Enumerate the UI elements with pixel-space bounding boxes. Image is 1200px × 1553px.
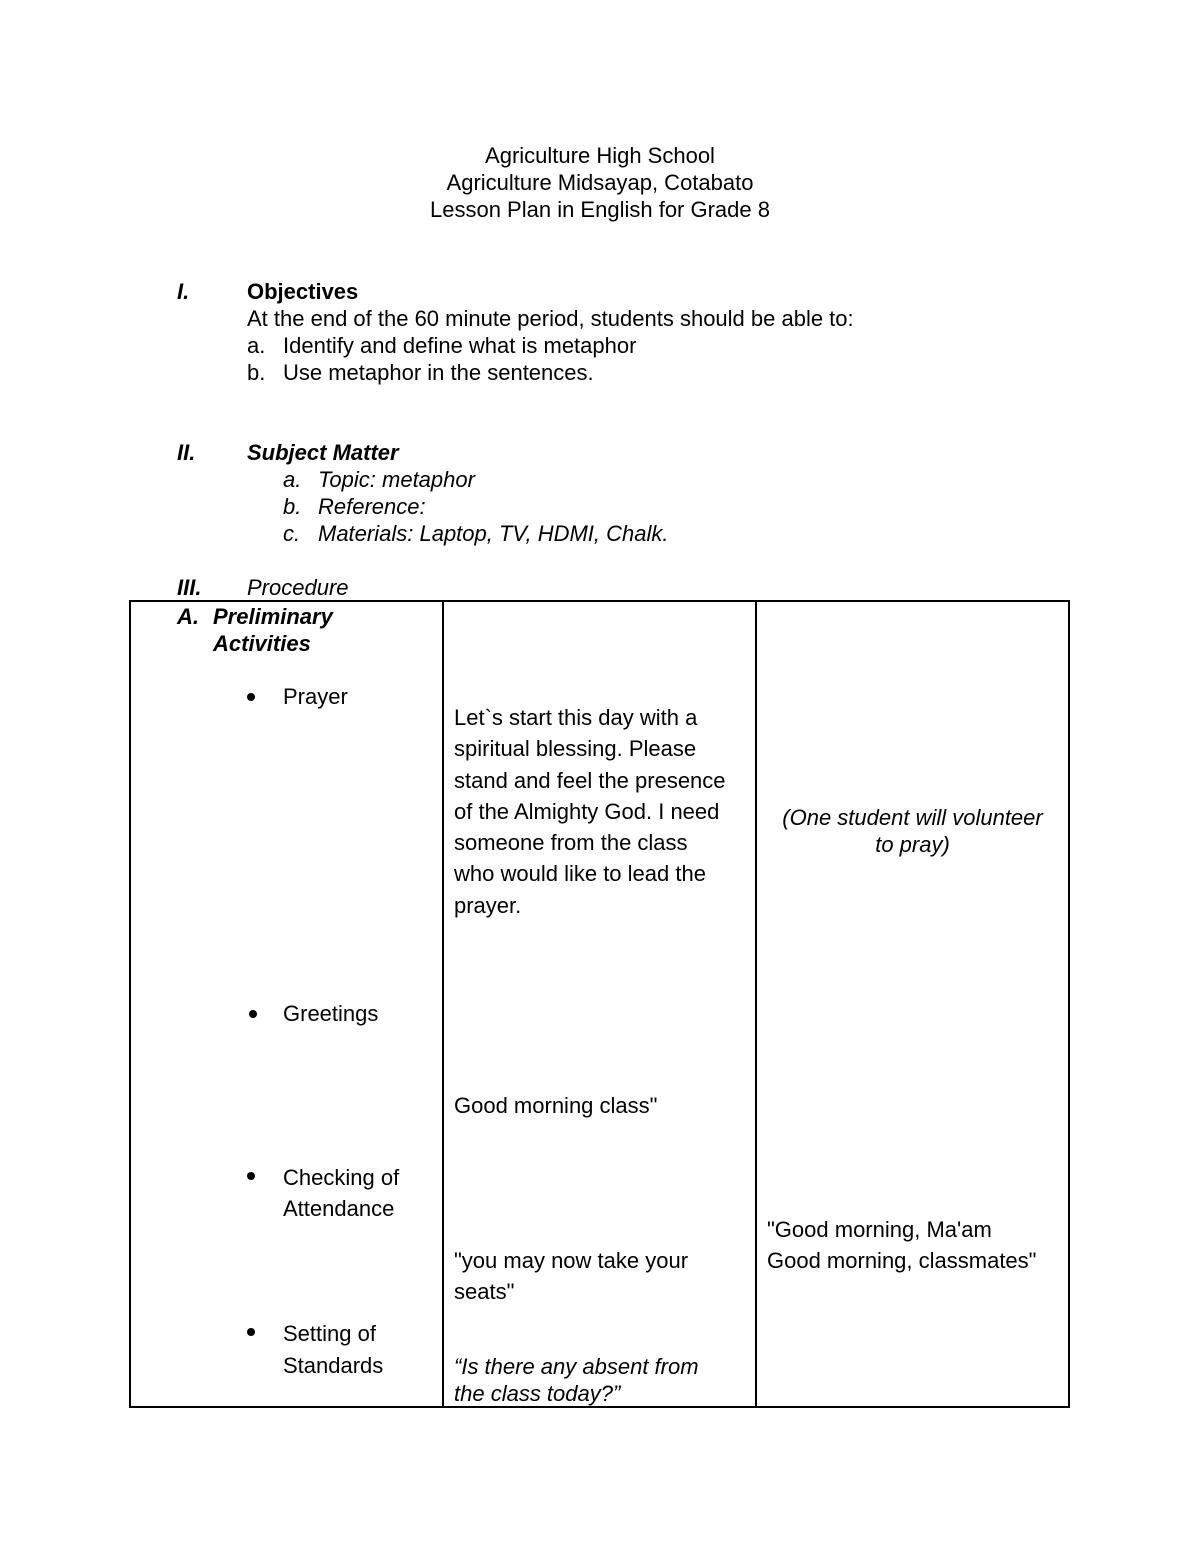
activity-attendance-line1: Checking of: [283, 1165, 400, 1190]
teacher-seats-line1: "you may now take your: [454, 1248, 689, 1273]
table-column-divider-1: [442, 600, 444, 1408]
teacher-prayer-line: of the Almighty God. I need: [454, 798, 720, 824]
bullet-prayer: [247, 693, 255, 701]
section-a-marker: A.: [177, 604, 199, 629]
activity-prayer: Prayer: [283, 684, 348, 709]
bullet-attendance: [247, 1172, 255, 1180]
activity-standards-line1: Setting of: [283, 1321, 376, 1346]
teacher-prayer-line: who would like to lead the: [454, 861, 706, 887]
bullet-standards: [247, 1328, 255, 1336]
objective-b-text: Use metaphor in the sentences.: [283, 360, 594, 385]
teacher-prayer-line: spiritual blessing. Please: [454, 736, 697, 762]
student-greeting-line1: "Good morning, Ma'am: [767, 1217, 992, 1242]
teacher-seats-line2: seats": [454, 1279, 515, 1304]
objectives-heading: Objectives: [247, 279, 359, 304]
objective-b-marker: b.: [247, 360, 266, 385]
activity-attendance-line2: Attendance: [283, 1196, 395, 1221]
activity-standards-line2: Standards: [283, 1353, 384, 1378]
procedure-numeral: III.: [177, 575, 202, 600]
student-prayer-line2: to pray): [875, 832, 950, 857]
subject-reference: Reference:: [318, 494, 426, 519]
document-title: Lesson Plan in English for Grade 8: [430, 197, 770, 222]
teacher-prayer-line: prayer.: [454, 892, 522, 918]
objective-a-text: Identify and define what is metaphor: [283, 333, 637, 358]
student-greeting-line2: Good morning, classmates": [767, 1248, 1037, 1273]
activity-greetings: Greetings: [283, 1001, 379, 1026]
table-column-divider-2: [755, 600, 757, 1408]
school-name: Agriculture High School: [485, 143, 715, 168]
procedure-heading: Procedure: [247, 575, 349, 600]
section-a-title-line1: Preliminary: [213, 604, 333, 629]
teacher-absent-line1: “Is there any absent from: [454, 1354, 699, 1379]
teacher-prayer-text: [454, 702, 726, 921]
teacher-greeting: Good morning class": [454, 1093, 658, 1118]
teacher-absent-line2: the class today?”: [454, 1381, 621, 1406]
teacher-prayer-line: someone from the class: [454, 830, 688, 856]
subject-matter-numeral: II.: [177, 440, 196, 465]
school-location: Agriculture Midsayap, Cotabato: [446, 170, 754, 195]
subject-topic: Topic: metaphor: [318, 467, 475, 492]
subject-b-marker: b.: [283, 494, 302, 519]
subject-matter-heading: Subject Matter: [247, 440, 399, 465]
objectives-numeral: I.: [177, 279, 190, 304]
student-prayer-line1: (One student will volunteer: [782, 805, 1043, 830]
section-a-title-line2: Activities: [213, 631, 311, 656]
objectives-intro: At the end of the 60 minute period, students should be able to:: [247, 306, 854, 331]
subject-a-marker: a.: [283, 467, 302, 492]
teacher-prayer-line: Let`s start this day with a: [454, 705, 698, 730]
subject-materials: Materials: Laptop, TV, HDMI, Chalk.: [318, 521, 669, 546]
teacher-prayer-line: stand and feel the presence: [454, 767, 726, 793]
objective-a-marker: a.: [247, 333, 266, 358]
bullet-greetings: [249, 1010, 257, 1018]
subject-c-marker: c.: [283, 521, 301, 546]
